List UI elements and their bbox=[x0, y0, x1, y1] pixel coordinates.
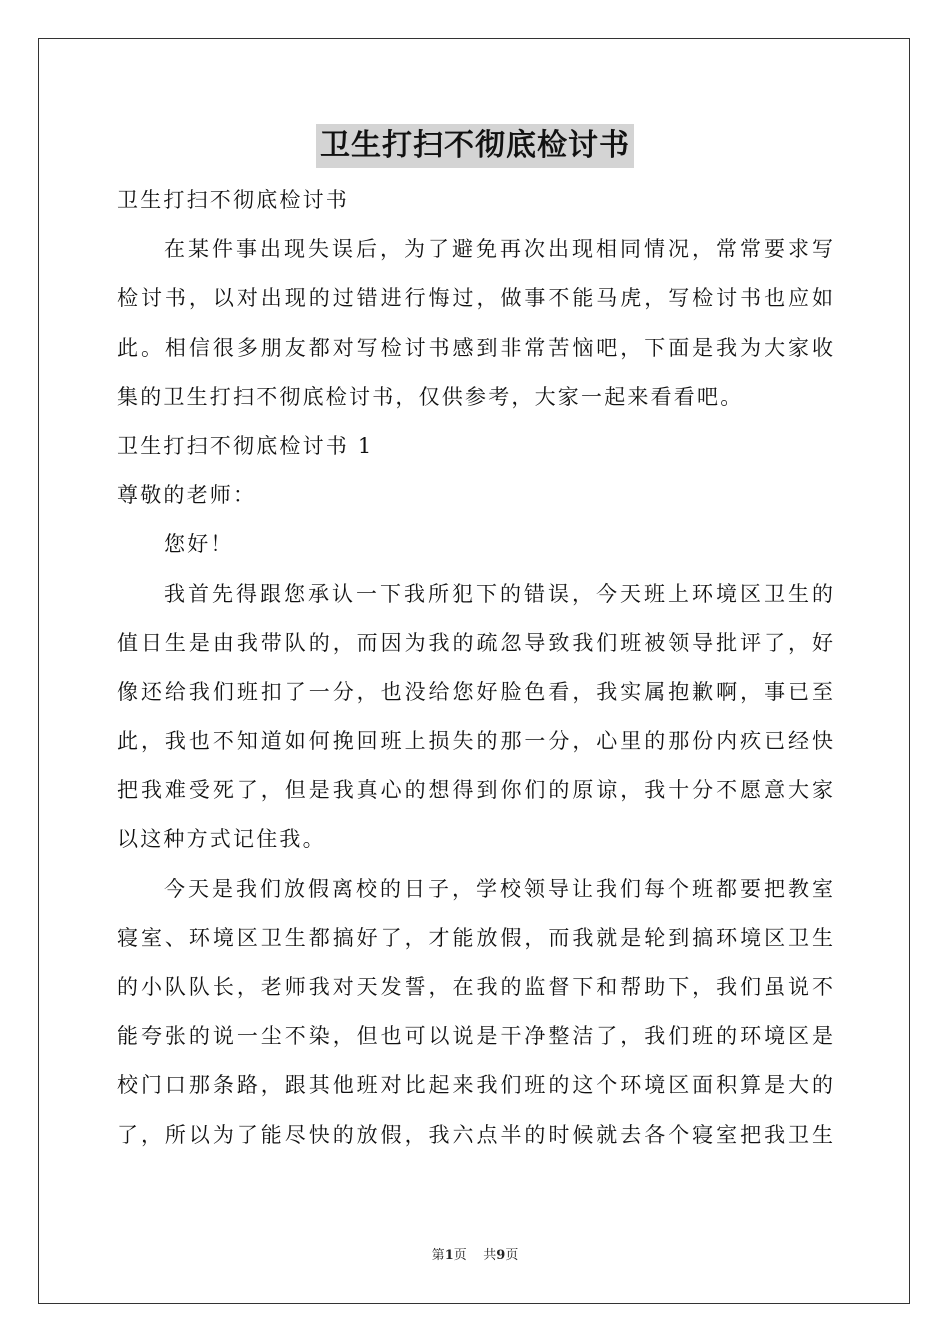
text-line: 像还给我们班扣了一分，也没给您好脸色看，我实属抱歉啊，事已至 bbox=[117, 679, 833, 704]
text-line: 此，我也不知道如何挽回班上损失的那一分，心里的那份内疚已经快 bbox=[117, 729, 833, 754]
text-line: 卫生打扫不彻底检讨书 bbox=[117, 188, 349, 212]
text-line: 您好！ bbox=[164, 532, 234, 557]
footer-page-suffix: 页 bbox=[505, 1248, 519, 1263]
text-line: 尊敬的老师： bbox=[117, 483, 257, 508]
text-line: 检讨书，以对出现的过错进行悔过，做事不能马虎，写检讨书也应如 bbox=[117, 286, 833, 311]
text-line: 了，所以为了能尽快的放假，我六点半的时候就去各个寝室把我卫生 bbox=[117, 1122, 833, 1147]
footer-page-prefix: 第 bbox=[431, 1248, 445, 1263]
text-line: 寝室、环境区卫生都搞好了，才能放假，而我就是轮到搞环境区卫生 bbox=[117, 925, 833, 950]
page-footer bbox=[0, 1247, 950, 1265]
text-line: 在某件事出现失误后，为了避免再次出现相同情况，常常要求写 bbox=[164, 237, 833, 262]
text-line: 以这种方式记住我。 bbox=[117, 827, 326, 852]
text-line: 今天是我们放假离校的日子，学校领导让我们每个班都要把教室 bbox=[164, 876, 833, 901]
document-body bbox=[117, 176, 833, 1160]
text-line: 此。相信很多朋友都对写检讨书感到非常苦恼吧，下面是我为大家收 bbox=[117, 335, 833, 360]
text-line: 把我难受死了，但是我真心的想得到你们的原谅，我十分不愿意大家 bbox=[117, 778, 833, 803]
text-line: 能夸张的说一尘不染，但也可以说是干净整洁了，我们班的环境区是 bbox=[117, 1024, 833, 1049]
text-line: 我首先得跟您承认一下我所犯下的错误，今天班上环境区卫生的 bbox=[164, 581, 833, 606]
text-line: 值日生是由我带队的，而因为我的疏忽导致我们班被领导批评了，好 bbox=[117, 630, 833, 655]
footer-page-current: 1 bbox=[444, 1248, 454, 1263]
footer-page-total: 9 bbox=[496, 1248, 506, 1263]
title-area bbox=[0, 124, 950, 168]
footer-page-mid: 页 共 bbox=[453, 1248, 497, 1263]
text-line: 集的卫生打扫不彻底检讨书，仅供参考，大家一起来看看吧。 bbox=[117, 384, 744, 409]
text-line: 的小队队长，老师我对天发誓，在我的监督下和帮助下，我们虽说不 bbox=[117, 975, 833, 999]
document-title: 卫生打扫不彻底检讨书 bbox=[316, 124, 634, 168]
text-line: 卫生打扫不彻底检讨书 1 bbox=[117, 433, 374, 458]
text-line: 校门口那条路，跟其他班对比起来我们班的这个环境区面积算是大的 bbox=[117, 1073, 833, 1098]
